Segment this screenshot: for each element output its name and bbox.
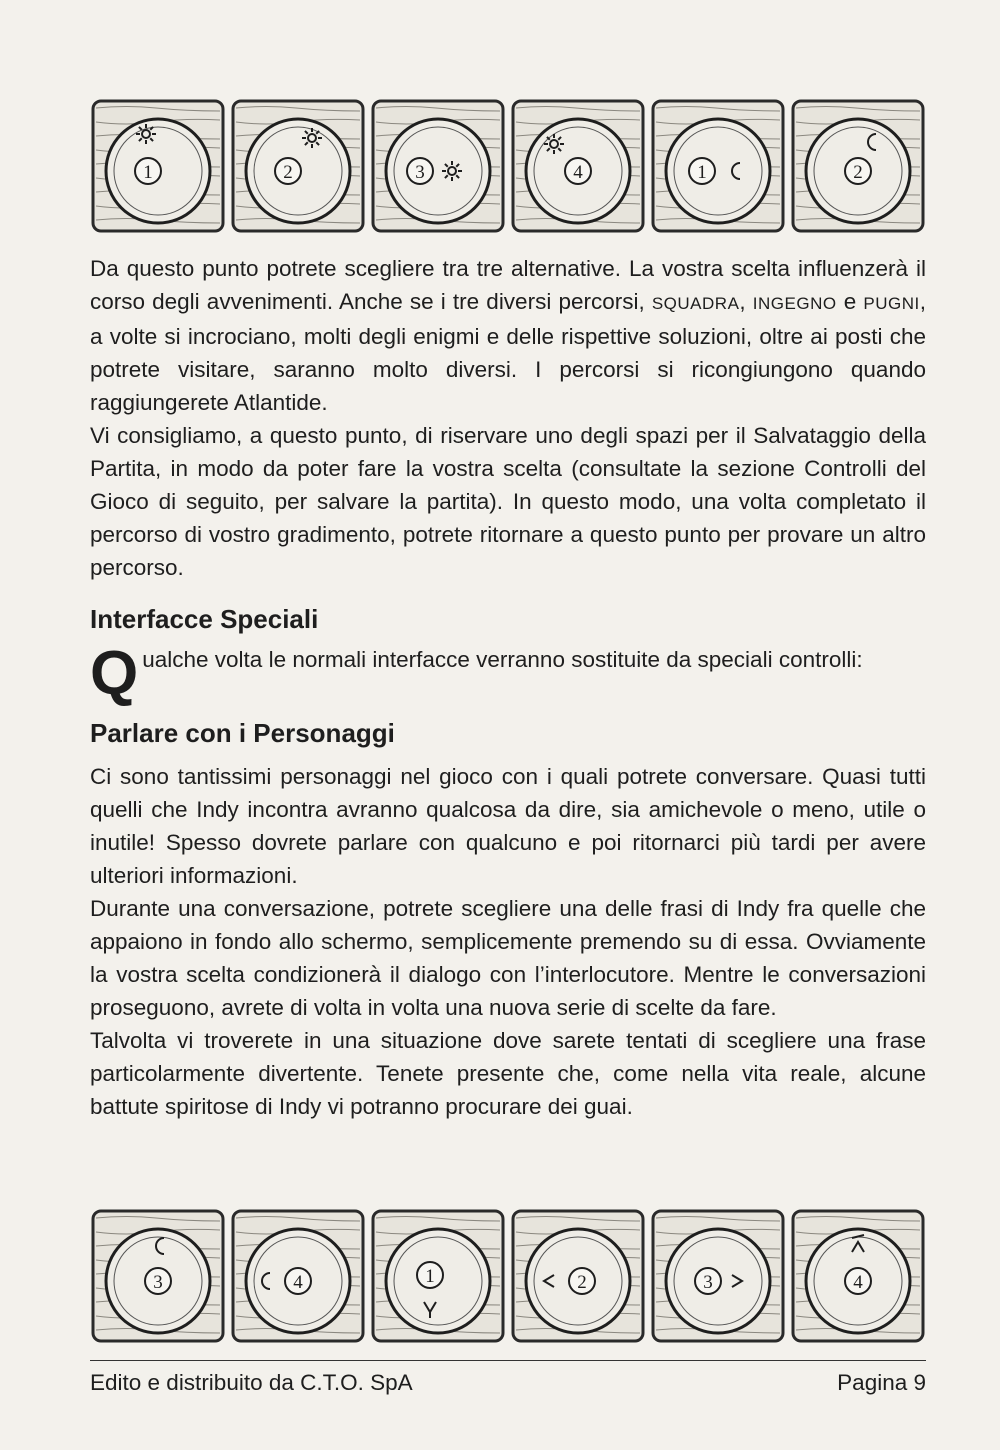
- tile-number: 4: [293, 1272, 303, 1293]
- stone-tile: [790, 98, 926, 234]
- stone-tile: [650, 1208, 786, 1344]
- stone-tile: [510, 1208, 646, 1344]
- arrow-icon: [510, 1208, 646, 1344]
- stone-tile: [370, 98, 506, 234]
- stone-tile: [790, 1208, 926, 1344]
- tile-number: 2: [853, 162, 863, 183]
- intro-paragraph-2: Vi consigliamo, a questo punto, di riservare uno degli spazi per il Salvataggio della Partita, in modo da poter fare la vostra scelta (consultate la sezione Controlli del Gioco di seguito, per salvare la partita). In questo modo, una volta completato il percorso di vostro gradimento, potrete ritornare a questo punto per provare un altro percorso.: [90, 423, 926, 580]
- sun-icon: [230, 98, 366, 234]
- intro-text: [90, 252, 926, 584]
- tile-number: 3: [153, 1272, 163, 1293]
- path-squadra: SQUADRA: [651, 294, 740, 313]
- moon-icon: [790, 98, 926, 234]
- stone-tile: [90, 98, 226, 234]
- moon-icon: [650, 98, 786, 234]
- interfacce-text: Qualche volta le normali interfacce verranno sostituite da speciali controlli:: [90, 639, 863, 708]
- sun-icon: [370, 98, 506, 234]
- stone-tile: [230, 1208, 366, 1344]
- sun-icon: [90, 98, 226, 234]
- tile-number: 3: [703, 1272, 713, 1293]
- tile-number: 4: [573, 162, 583, 183]
- path-pugni: PUGNI: [863, 294, 920, 313]
- footer-publisher: Edito e distribuito da C.T.O. SpA: [90, 1370, 413, 1395]
- page-number: Pagina 9: [837, 1370, 926, 1395]
- tile-number: 2: [577, 1272, 587, 1293]
- parlare-paragraph-3: Talvolta vi troverete in una situazione dove sarete tentati di scegliere una frase particolarmente divertente. Tenete presente che, come nella vita reale, alcune battute spiritose di Indy vi potranno procurare dei guai.: [90, 1028, 926, 1119]
- tile-number: 1: [143, 162, 153, 183]
- sun-icon: [510, 98, 646, 234]
- moon-icon: [230, 1208, 366, 1344]
- arrow-icon: [790, 1208, 926, 1344]
- tile-number: 3: [415, 162, 425, 183]
- dropcap: Q: [90, 639, 139, 708]
- tile-number: 1: [697, 162, 707, 183]
- stone-tile: [370, 1208, 506, 1344]
- parlare-paragraph-2: Durante una conversazione, potrete scegliere una delle frasi di Indy fra quelle che appaiono in fondo allo schermo, semplicemente premendo su di essa. Ovviamente la vostra scelta condizionerà il dialogo con l’interlocutore. Mentre le conversazioni proseguono, avrete di volta in volta una nuova serie di scelte da fare.: [90, 896, 926, 1020]
- parlare-text: [90, 760, 926, 1123]
- section-heading-interfacce: Interfacce Speciali: [90, 604, 319, 634]
- tile-number: 4: [853, 1272, 863, 1293]
- path-ingegno: INGEGNO: [752, 294, 837, 313]
- tile-number: 1: [425, 1266, 435, 1287]
- arrow-icon: [650, 1208, 786, 1344]
- footer-rule: [90, 1360, 926, 1361]
- intro-paragraph-1: Da questo punto potrete scegliere tra tre alternative. La vostra scelta influenzerà il corso degli avvenimenti. Anche se i tre diversi percorsi, SQUADRA, INGEGNO e PUGNI, a volte si incrociano, molti degli enigmi e delle rispettive soluzioni, oltre ai posti che potrete visitare, saranno molto diversi. I percorsi si ricongiungono quando raggiungerete Atlantide.: [90, 256, 926, 415]
- section-heading-parlare: Parlare con i Personaggi: [90, 718, 395, 748]
- stone-tile: [510, 98, 646, 234]
- stone-tile: [230, 98, 366, 234]
- bottom-stone-tiles: [90, 1208, 926, 1344]
- arrow-icon: [370, 1208, 506, 1344]
- tile-number: 2: [283, 162, 293, 183]
- stone-tile: [90, 1208, 226, 1344]
- stone-tile: [650, 98, 786, 234]
- moon-icon: [90, 1208, 226, 1344]
- dial-ring: [666, 119, 770, 223]
- top-stone-tiles: [90, 98, 926, 234]
- parlare-paragraph-1: Ci sono tantissimi personaggi nel gioco con i quali potrete conversare. Quasi tutti quelli che Indy incontra avranno qualcosa da dire, sia amichevole o meno, utile o inutile! Spesso dovrete parlare con qualcuno e poi ritornarci più tardi per avere ulteriori informazioni.: [90, 764, 926, 888]
- dial-ring: [386, 119, 490, 223]
